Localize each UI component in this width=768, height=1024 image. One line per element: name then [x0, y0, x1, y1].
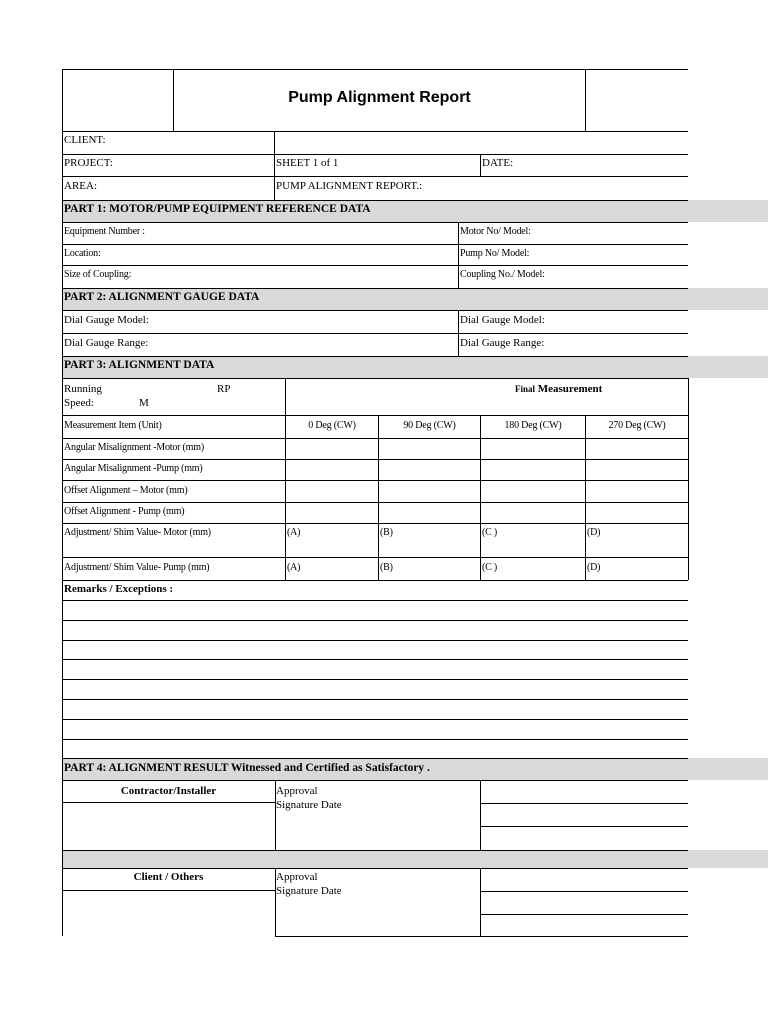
marker-a-pump: (A) — [287, 562, 301, 573]
location-label: Location: — [64, 248, 101, 259]
gauge-model-label: Dial Gauge Model: — [64, 314, 149, 326]
equipment-number-label: Equipment Number : — [64, 226, 145, 237]
area-label: AREA: — [64, 180, 97, 192]
row-offset-pump: Offset Alignment - Pump (mm) — [64, 506, 185, 517]
sheet-label: SHEET 1 of 1 — [276, 157, 339, 169]
part1-band — [688, 200, 768, 222]
marker-d-pump: (D) — [587, 562, 601, 573]
part4-heading: PART 4: ALIGNMENT RESULT Witnessed and Certified as Satisfactory . — [64, 762, 430, 774]
remarks-label: Remarks / Exceptions : — [64, 583, 174, 595]
marker-b: (B) — [380, 527, 393, 538]
gauge-range-label-2: Dial Gauge Range: — [460, 337, 545, 349]
marker-c: (C ) — [482, 527, 498, 538]
marker-a: (A) — [287, 527, 301, 538]
part2-band — [688, 288, 768, 310]
part3-band — [688, 356, 768, 378]
column-270-deg: 270 Deg (CW) — [608, 420, 666, 431]
project-label: PROJECT: — [64, 157, 113, 169]
column-180-deg: 180 Deg (CW) — [504, 420, 562, 431]
final-measurement-heading: Final Measurement — [515, 383, 603, 395]
gauge-range-label: Dial Gauge Range: — [64, 337, 149, 349]
signature-date-label-2: Signature Date — [276, 885, 342, 897]
running-speed-label-2: Speed: — [64, 397, 94, 409]
coupling-size-label: Size of Coupling: — [64, 269, 132, 280]
row-shim-motor: Adjustment/ Shim Value- Motor (mm) — [64, 527, 211, 538]
contractor-label: Contractor/Installer — [120, 785, 217, 797]
coupling-model-label: Coupling No./ Model: — [460, 269, 545, 280]
gauge-model-label-2: Dial Gauge Model: — [460, 314, 545, 326]
marker-b-pump: (B) — [380, 562, 393, 573]
column-90-deg: 90 Deg (CW) — [403, 420, 456, 431]
marker-c-pump: (C ) — [482, 562, 498, 573]
rpm-unit-label: RP — [217, 383, 231, 395]
separator-row-bg — [62, 850, 688, 868]
client-others-label: Client / Others — [133, 871, 204, 883]
approval-label: Approval — [276, 785, 318, 797]
approval-label-2: Approval — [276, 871, 318, 883]
separator-band — [688, 850, 768, 868]
date-label: DATE: — [482, 157, 514, 169]
signature-date-label: Signature Date — [276, 799, 342, 811]
row-shim-pump: Adjustment/ Shim Value- Pump (mm) — [64, 562, 210, 573]
pump-model-label: Pump No/ Model: — [460, 248, 530, 259]
running-speed-label: Running — [64, 383, 102, 395]
column-0-deg: 0 Deg (CW) — [308, 420, 356, 431]
rpm-unit-label-2: M — [139, 397, 149, 409]
client-label: CLIENT: — [64, 134, 106, 146]
row-angular-pump: Angular Misalignment -Pump (mm) — [64, 463, 203, 474]
page-title: Pump Alignment Report — [288, 89, 471, 106]
column-measurement-item: Measurement Item (Unit) — [64, 420, 162, 431]
marker-d: (D) — [587, 527, 601, 538]
row-offset-motor: Offset Alignment – Motor (mm) — [64, 485, 188, 496]
part4-band — [688, 758, 768, 780]
report-number-label: PUMP ALIGNMENT REPORT.: — [276, 180, 423, 192]
row-angular-motor: Angular Misalignment -Motor (mm) — [64, 442, 204, 453]
part1-heading: PART 1: MOTOR/PUMP EQUIPMENT REFERENCE DATA — [64, 203, 371, 215]
part3-heading: PART 3: ALIGNMENT DATA — [64, 359, 215, 371]
motor-model-label: Motor No/ Model: — [460, 226, 531, 237]
part2-heading: PART 2: ALIGNMENT GAUGE DATA — [64, 291, 260, 303]
